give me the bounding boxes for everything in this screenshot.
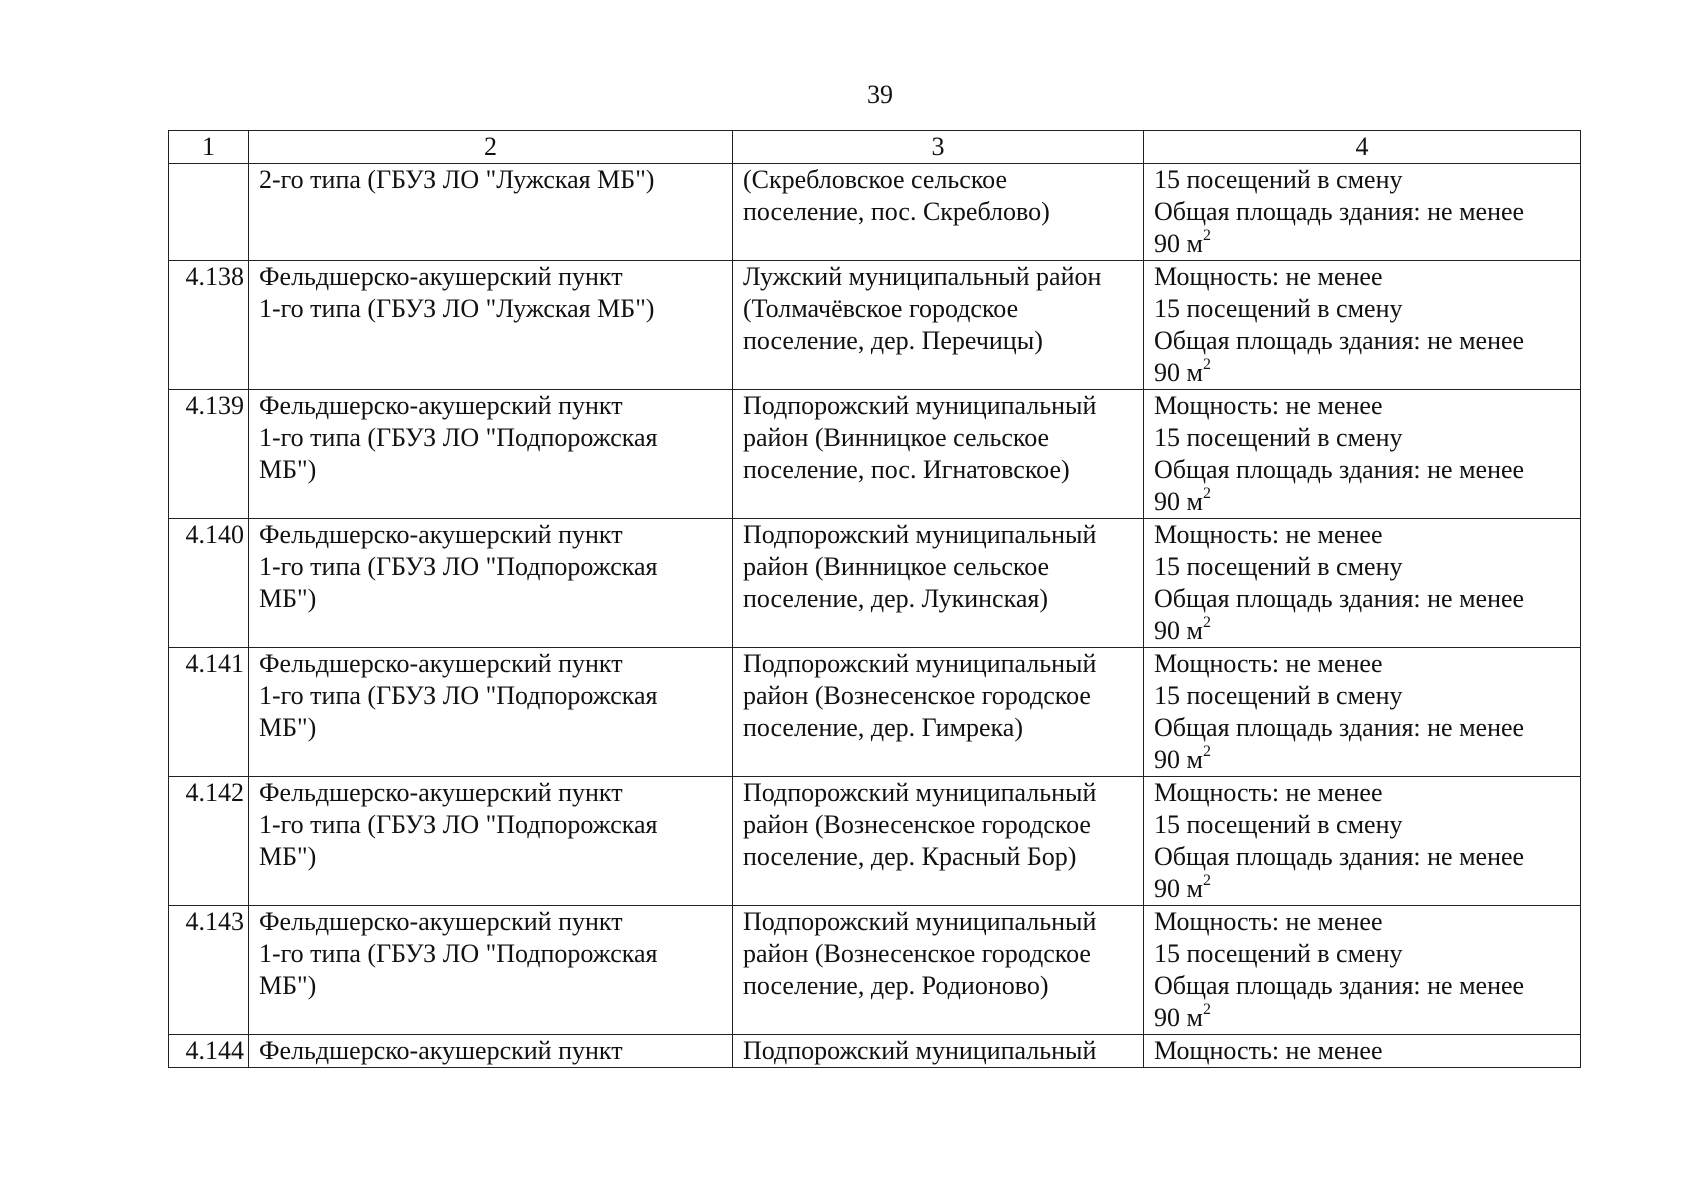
facility-name-line: Фельдшерско-акушерский пункт [259,907,623,936]
capacity-cell [1144,777,1581,906]
location-cell [733,648,1144,777]
location-line: поселение, дер. Перечицы) [743,326,1043,355]
facility-name-line: МБ") [259,455,317,484]
facility-name-cell [249,648,733,777]
row-number [169,164,249,261]
row-number: 4.138 [169,261,249,390]
row-number: 4.140 [169,519,249,648]
row-number: 4.142 [169,777,249,906]
table-row [169,777,1581,906]
column-header-2: 2 [249,131,733,164]
table-row [169,906,1581,1035]
location-line: район (Вознесенское городское [743,939,1091,968]
location-line: Подпорожский муниципальный [743,649,1097,678]
building-area-line [1154,486,1570,518]
capacity-line: Общая площадь здания: не менее [1154,713,1525,742]
building-area-value: 90 м [1154,229,1203,258]
location-line: Подпорожский муниципальный [743,907,1097,936]
table-row [169,390,1581,519]
location-cell [733,164,1144,261]
facility-name-cell [249,164,733,261]
building-area-value: 90 м [1154,616,1203,645]
capacity-line: 15 посещений в смену [1154,939,1403,968]
facility-name-line: МБ") [259,713,317,742]
capacity-line: Мощность: не менее [1154,1036,1383,1065]
location-cell [733,390,1144,519]
column-header-4: 4 [1144,131,1581,164]
capacity-cell [1144,648,1581,777]
facility-name-line: Фельдшерско-акушерский пункт [259,778,623,807]
capacity-cell [1144,261,1581,390]
page-number: 39 [867,80,893,109]
facilities-table [168,130,1581,1068]
table-row [169,164,1581,261]
table-row [169,648,1581,777]
column-header-1: 1 [169,131,249,164]
location-line: поселение, дер. Лукинская) [743,584,1048,613]
location-line: (Скребловское сельское [743,165,1007,194]
area-unit-superscript: 2 [1202,743,1211,761]
location-cell [733,519,1144,648]
capacity-line: Общая площадь здания: не менее [1154,971,1525,1000]
capacity-cell [1144,1035,1581,1068]
building-area-value: 90 м [1154,1003,1203,1032]
capacity-line: Мощность: не менее [1154,391,1383,420]
building-area-line [1154,1002,1570,1034]
location-line: Подпорожский муниципальный [743,1036,1097,1065]
area-unit-superscript: 2 [1202,227,1211,245]
capacity-line: Общая площадь здания: не менее [1154,584,1525,613]
row-number: 4.143 [169,906,249,1035]
capacity-line: 15 посещений в смену [1154,681,1403,710]
facility-name-line: Фельдшерско-акушерский пункт [259,391,623,420]
location-line: поселение, дер. Гимрека) [743,713,1023,742]
building-area-line [1154,228,1570,260]
area-unit-superscript: 2 [1202,485,1211,503]
capacity-line: Общая площадь здания: не менее [1154,197,1525,226]
facility-name-line: Фельдшерско-акушерский пункт [259,1036,623,1065]
building-area-line [1154,357,1570,389]
facility-name-line: 1-го типа (ГБУЗ ЛО "Подпорожская [259,423,658,452]
row-number: 4.139 [169,390,249,519]
building-area-line [1154,873,1570,905]
facility-name-cell [249,390,733,519]
location-line: район (Винницкое сельское [743,552,1050,581]
building-area-line [1154,615,1570,647]
capacity-line: 15 посещений в смену [1154,810,1403,839]
row-number: 4.141 [169,648,249,777]
capacity-cell [1144,519,1581,648]
location-cell [733,1035,1144,1068]
building-area-value: 90 м [1154,745,1203,774]
table-header-row [169,131,1581,164]
facility-name-line: 1-го типа (ГБУЗ ЛО "Подпорожская [259,552,658,581]
location-line: поселение, дер. Родионово) [743,971,1049,1000]
table-body [169,164,1581,1068]
location-line: Подпорожский муниципальный [743,391,1097,420]
location-line: Лужский муниципальный район [743,262,1102,291]
facility-name-cell [249,906,733,1035]
capacity-line: Общая площадь здания: не менее [1154,455,1525,484]
row-number: 4.144 [169,1035,249,1068]
facility-name-line: Фельдшерско-акушерский пункт [259,262,623,291]
capacity-cell [1144,164,1581,261]
location-line: район (Вознесенское городское [743,681,1091,710]
area-unit-superscript: 2 [1202,614,1211,632]
location-line: (Толмачёвское городское [743,294,1019,323]
location-cell [733,777,1144,906]
location-cell [733,261,1144,390]
table-row [169,261,1581,390]
facility-name-line: 1-го типа (ГБУЗ ЛО "Подпорожская [259,810,658,839]
facility-name-cell [249,261,733,390]
location-line: Подпорожский муниципальный [743,520,1097,549]
facility-name-line: 1-го типа (ГБУЗ ЛО "Подпорожская [259,681,658,710]
facility-name-line: МБ") [259,971,317,1000]
capacity-line: Мощность: не менее [1154,262,1383,291]
capacity-line: Общая площадь здания: не менее [1154,842,1525,871]
location-line: район (Вознесенское городское [743,810,1091,839]
location-cell [733,906,1144,1035]
table-row [169,1035,1581,1068]
capacity-line: Мощность: не менее [1154,649,1383,678]
area-unit-superscript: 2 [1202,872,1211,890]
capacity-line: Мощность: не менее [1154,907,1383,936]
building-area-line [1154,744,1570,776]
location-line: поселение, дер. Красный Бор) [743,842,1077,871]
building-area-value: 90 м [1154,358,1203,387]
capacity-line: 15 посещений в смену [1154,423,1403,452]
capacity-line: Общая площадь здания: не менее [1154,326,1525,355]
capacity-line: Мощность: не менее [1154,520,1383,549]
facility-name-line: Фельдшерско-акушерский пункт [259,520,623,549]
capacity-line: 15 посещений в смену [1154,165,1403,194]
area-unit-superscript: 2 [1202,356,1211,374]
table-row [169,519,1581,648]
location-line: поселение, пос. Скреблово) [743,197,1050,226]
capacity-line: 15 посещений в смену [1154,552,1403,581]
location-line: поселение, пос. Игнатовское) [743,455,1070,484]
capacity-cell [1144,906,1581,1035]
column-header-3: 3 [733,131,1144,164]
facility-name-line: 1-го типа (ГБУЗ ЛО "Подпорожская [259,939,658,968]
facility-name-line: Фельдшерско-акушерский пункт [259,649,623,678]
facility-name-line: МБ") [259,584,317,613]
facility-name-cell [249,519,733,648]
facility-name-line: 1-го типа (ГБУЗ ЛО "Лужская МБ") [259,294,655,323]
facility-name-line: 2-го типа (ГБУЗ ЛО "Лужская МБ") [259,165,655,194]
area-unit-superscript: 2 [1202,1001,1211,1019]
location-line: Подпорожский муниципальный [743,778,1097,807]
capacity-cell [1144,390,1581,519]
facility-name-line: МБ") [259,842,317,871]
capacity-line: 15 посещений в смену [1154,294,1403,323]
building-area-value: 90 м [1154,487,1203,516]
capacity-line: Мощность: не менее [1154,778,1383,807]
location-line: район (Винницкое сельское [743,423,1050,452]
facility-name-cell [249,777,733,906]
facility-name-cell [249,1035,733,1068]
building-area-value: 90 м [1154,874,1203,903]
